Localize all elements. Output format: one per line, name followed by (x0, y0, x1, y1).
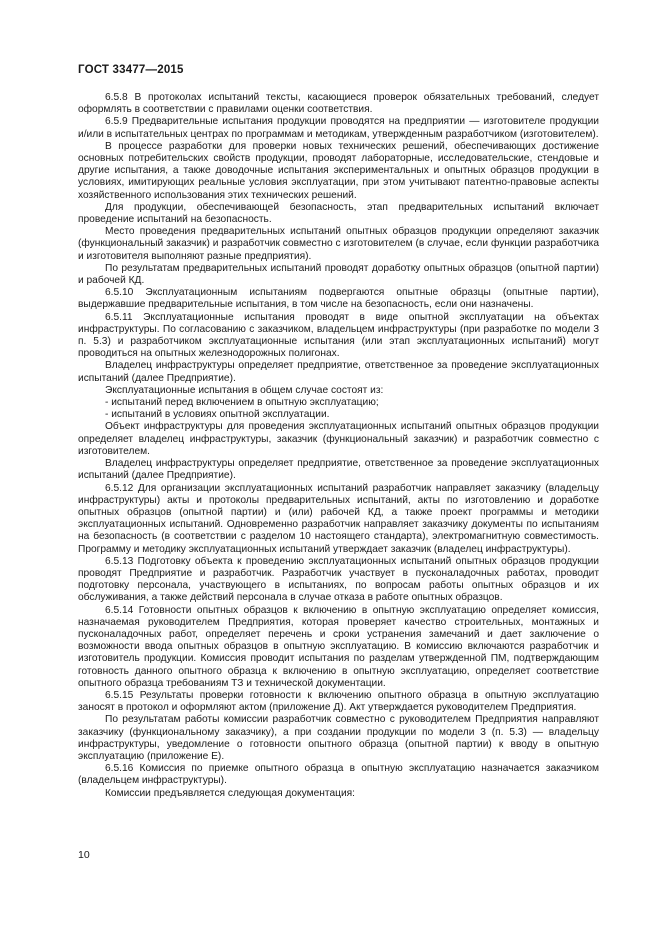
paragraph: Объект инфраструктуры для проведения эксплуатационных испытаний опытных образцов продукции определяет владелец инфраструктуры, заказчик (функциональный заказчик) и разработчик совместно с изготовителем. (78, 421, 599, 457)
paragraph: Место проведения предварительных испытаний опытных образцов продукции определяют заказчик (функциональный заказчик) и разработчик совместно с изготовителем (в случае, если функции разработчика и изготовителя выполняют разные предприятия). (78, 226, 599, 262)
paragraph-6-5-8: 6.5.8 В протоколах испытаний тексты, касающиеся проверок обязательных требований, следует оформлять в соответствии с правилами оценки соответствия. (78, 92, 599, 116)
document-body (78, 92, 599, 800)
page-number: 10 (78, 849, 90, 861)
paragraph: Владелец инфраструктуры определяет предприятие, ответственное за проведение эксплуатационных испытаний (далее Предприятие). (78, 360, 599, 384)
document-header: ГОСТ 33477—2015 (78, 64, 184, 76)
paragraph: Для продукции, обеспечивающей безопасность, этап предварительных испытаний включает проведение испытаний на безопасность. (78, 201, 599, 226)
paragraph: Эксплуатационные испытания в общем случае состоят из: (105, 384, 384, 396)
paragraph: Комиссии предъявляется следующая документация: (105, 787, 355, 799)
paragraph-6-5-13: 6.5.13 Подготовку объекта к проведению эксплуатационных испытаний опытных образцов продукции проводят Предприятие и разработчик. Разработчик участвует в пусконаладочных работах, проводит подготовку персонала, участвующего в испытаниях, по вопросам работы опытных образцов и их обслуживания, а также действий персонала в случае отказа в работе опытных образцов. (78, 555, 599, 604)
paragraph-6-5-16: 6.5.16 Комиссия по приемке опытного образца в опытную эксплуатацию назначается заказчиком (владельцем инфраструктуры). (78, 763, 599, 787)
list-item: - испытаний в условиях опытной эксплуатации. (105, 409, 330, 421)
paragraph-6-5-10: 6.5.10 Эксплуатационным испытаниям подвергаются опытные образцы (опытные партии), выдержавшие предварительные испытания, в том числе на безопасность, если они назначены. (78, 287, 599, 311)
paragraph: По результатам предварительных испытаний проводят доработку опытных образцов (опытной партии) и рабочей КД. (78, 262, 599, 287)
paragraph: В процессе разработки для проверки новых технических решений, обеспечивающих достижение основных потребительских свойств продукции, проводят лабораторные, исследовательские, стендовые и другие испытания, а также доводочные испытания экспериментальных и опытных образцов продукции в условиях, имитирующих реальные условия эксплуатации, при этом учитывают патентно-правовые аспекты хозяйственного использования этих технических решений. (78, 140, 599, 201)
paragraph: По результатам работы комиссии разработчик совместно с руководителем Предприятия направляют заказчику (функциональному заказчику), а при создании продукции по модели 3 (п. 5.3) — владельцу инфраструктуры, уведомление о готовности опытного образца (опытной партии) к вводу в опытную эксплуатацию (приложение Е). (78, 714, 599, 762)
paragraph-6-5-12: 6.5.12 Для организации эксплуатационных испытаний разработчик направляет заказчику (владельцу инфраструктуры) акты и протоколы предварительных испытаний, акты по изготовлению и доработке опытных образцов (опытной партии) и (или) рабочей КД, а также проект программы и методики эксплуатационных испытаний. Одновременно разработчик направляет заказчику документы по испытаниям на безопасность (в соответствии с разделом 10 настоящего стандарта), электромагнитную совместимость. Программу и методику эксплуатационных испытаний утверждает заказчик (владелец инфраструктуры). (78, 482, 599, 555)
paragraph-6-5-11: 6.5.11 Эксплуатационные испытания проводят в виде опытной эксплуатации на объектах инфраструктуры. По согласованию с заказчиком, владельцем инфраструктуры (при разработке по модели 3 п. 5.3) и разработчиком эксплуатационные испытания (или этап эксплуатационных испытаний) могут проводиться на опытных железнодорожных полигонах. (78, 311, 599, 360)
paragraph-6-5-9: 6.5.9 Предварительные испытания продукции проводятся на предприятии — изготовителе продукции и/или в испытательных центрах по программам и методикам, утвержденным разработчиком (изготовителем). (78, 116, 599, 140)
paragraph: Владелец инфраструктуры определяет предприятие, ответственное за проведение эксплуатационных испытаний (далее Предприятие). (78, 458, 599, 482)
paragraph-6-5-14: 6.5.14 Готовности опытных образцов к включению в опытную эксплуатацию определяет комиссия, назначаемая руководителем Предприятия, которая проверяет качество строительных, монтажных и пусконаладочных работ, определяет перечень и сроки устранения замечаний и дает заключение о возможности ввода опытных образцов в опытную эксплуатацию. В комиссию включаются разработчик и изготовитель продукции. Комиссия проводит испытания по разделам утвержденной ПМ, подтверждающим готовность данного опытного образца к включению в опытную эксплуатацию, определяет соответствие опытного образца требованиям ТЗ и технической документации. (78, 604, 599, 689)
paragraph-6-5-15: 6.5.15 Результаты проверки готовности к включению опытного образца в опытную эксплуатацию заносят в протокол и оформляют актом (приложение Д). Акт утверждается руководителем Предприятия. (78, 689, 599, 714)
list-item: - испытаний перед включением в опытную эксплуатацию; (105, 397, 379, 409)
